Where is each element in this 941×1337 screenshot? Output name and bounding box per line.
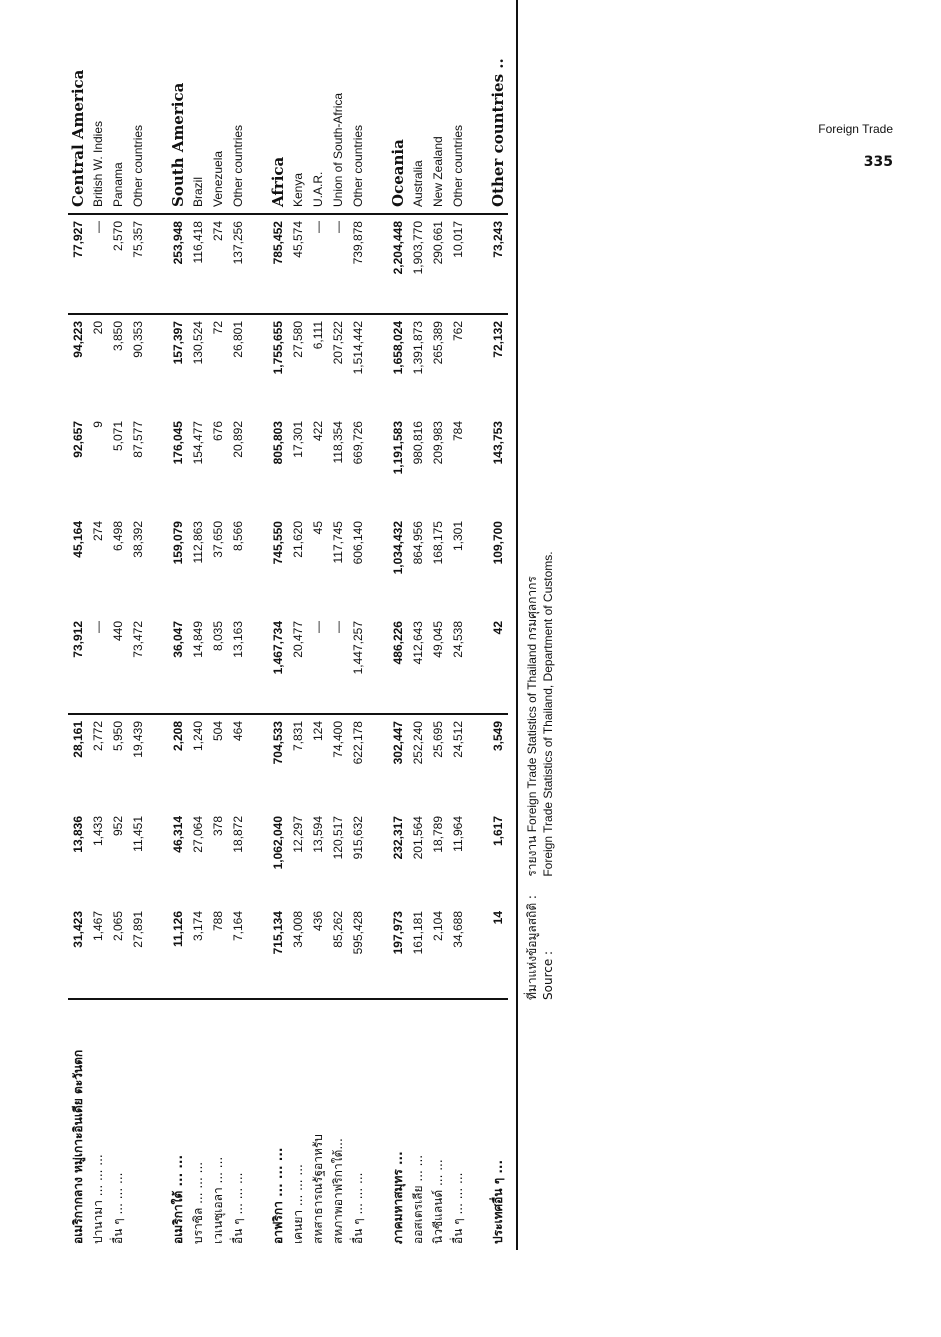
group-spacer	[248, 215, 268, 315]
value-cell: 72,132	[491, 321, 505, 358]
source-thai-text: รายงาน Foreign Trade Statistics of Thailand กรมศุลกากร	[525, 576, 539, 877]
value-cell: 36,047	[168, 615, 188, 715]
country-name-english: Other countries	[228, 30, 248, 215]
value-cell: 109,700	[491, 521, 505, 565]
value-cell: 504	[211, 721, 225, 742]
value-cell: 1,617	[491, 816, 505, 847]
region-name-thai: ประเทศอื่น ๆ ...	[491, 1159, 505, 1244]
value-cell: 6,111	[311, 321, 325, 350]
value-cell: 20,477	[288, 615, 308, 715]
value-cell: 676	[211, 421, 225, 442]
country-name-english: New Zealand	[428, 30, 448, 215]
group-spacer	[248, 315, 268, 415]
value-cell: 27,580	[291, 321, 305, 358]
group-spacer	[368, 715, 388, 810]
value-cell: 45,164	[71, 521, 85, 558]
country-name-thai: เคนยา ... ... ...	[291, 1164, 305, 1244]
country-name-thai: ปานามา ... ... ...	[91, 1154, 105, 1244]
value-cell: 73,472	[128, 615, 148, 715]
value-cell: 1,467	[88, 905, 108, 1000]
group-spacer	[368, 515, 388, 615]
group-spacer	[148, 715, 168, 810]
value-cell: 1,467,734	[268, 615, 288, 715]
value-cell: 11,451	[131, 816, 145, 852]
value-cell: 606,140	[351, 521, 365, 565]
value-cell: 7,164	[228, 905, 248, 1000]
group-spacer	[248, 715, 268, 810]
country-name-thai: นิวซีแลนด์ ... ...	[431, 1159, 445, 1244]
source-note	[524, 0, 556, 1000]
value-cell: 785,452	[268, 215, 288, 315]
value-cell: 2,570	[108, 215, 128, 315]
source-thai-label: ที่มาแห่งข้อมูลสถิติ :	[525, 895, 539, 1000]
value-cell: 118,354	[331, 421, 345, 464]
region-name-thai: อาฟริกา ... ... ...	[271, 1147, 285, 1244]
value-cell: —	[308, 215, 328, 315]
value-cell: —	[328, 615, 348, 715]
value-cell: 13,836	[71, 816, 85, 853]
value-cell: 762	[451, 321, 465, 342]
country-name-thai: บราซิล ... ... ...	[191, 1161, 205, 1244]
group-spacer	[248, 30, 268, 215]
group-spacer	[148, 1000, 168, 1250]
value-cell: 34,008	[288, 905, 308, 1000]
country-name-thai: อื่น ๆ ... ... ...	[351, 1172, 365, 1244]
value-cell: 137,256	[228, 215, 248, 315]
region-name-thai: อเมริกาใต้ ... ...	[171, 1154, 185, 1244]
value-cell: 1,903,770	[408, 215, 428, 315]
source-english	[540, 0, 556, 1000]
group-spacer	[368, 1000, 388, 1250]
value-cell: 90,353	[131, 321, 145, 358]
value-cell: 24,512	[451, 721, 465, 758]
value-cell: 3,850	[111, 321, 125, 352]
country-name-thai: เวเนซุเอลา ... ...	[211, 1156, 225, 1244]
region-name-thai: ภาคมหาสมุทร ...	[391, 1151, 405, 1244]
value-cell: 274	[208, 215, 228, 315]
group-spacer	[468, 515, 488, 615]
group-spacer	[368, 30, 388, 215]
group-spacer	[368, 315, 388, 415]
group-spacer	[468, 215, 488, 315]
value-cell: 120,517	[331, 816, 345, 860]
region-name-english: South America	[168, 30, 188, 215]
group-spacer	[368, 905, 388, 1000]
group-spacer	[248, 1000, 268, 1250]
value-cell: 290,661	[428, 215, 448, 315]
value-cell: 73,243	[488, 215, 508, 315]
value-cell: 24,538	[448, 615, 468, 715]
value-cell: 17,301	[291, 421, 305, 458]
region-name-english: Other countries ..	[488, 30, 508, 215]
value-cell: 37,650	[211, 521, 225, 558]
value-cell: 3,174	[188, 905, 208, 1000]
group-spacer	[468, 615, 488, 715]
value-cell: 5,071	[111, 421, 125, 452]
value-cell: 28,161	[71, 721, 85, 758]
group-spacer	[468, 810, 488, 905]
region-name-thai: อเมริกากลาง หมู่เกาะอินเดีย ตะวันตก	[71, 1049, 85, 1244]
value-cell: 85,262	[328, 905, 348, 1000]
group-spacer	[248, 515, 268, 615]
value-cell: 38,392	[131, 521, 145, 558]
country-name-thai: สหภาพอาฟริกาใต้...	[331, 1138, 345, 1244]
country-name-english: Australia	[408, 30, 428, 215]
value-cell: 2,772	[91, 721, 105, 752]
value-cell: 143,753	[491, 421, 505, 465]
country-name-english: Panama	[108, 30, 128, 215]
value-cell: 8,035	[208, 615, 228, 715]
value-cell: 77,927	[68, 215, 88, 315]
value-cell: 27,891	[128, 905, 148, 1000]
group-spacer	[248, 415, 268, 515]
value-cell: 1,301	[451, 521, 465, 552]
value-cell: 27,064	[191, 816, 205, 853]
country-name-english: British W. Indies	[88, 30, 108, 215]
value-cell: 26,801	[231, 321, 245, 358]
value-cell: 440	[108, 615, 128, 715]
value-cell: 788	[208, 905, 228, 1000]
value-cell: 739,878	[348, 215, 368, 315]
value-cell: 10,017	[448, 215, 468, 315]
value-cell: 74,400	[331, 721, 345, 758]
value-cell: 94,223	[71, 321, 85, 358]
value-cell: 6,498	[111, 521, 125, 552]
value-cell: 154,477	[191, 421, 205, 465]
value-cell: 207,522	[331, 321, 345, 365]
group-spacer	[368, 415, 388, 515]
value-cell: 12,297	[291, 816, 305, 853]
region-name-english: Oceania	[388, 30, 408, 215]
group-spacer	[148, 315, 168, 415]
value-cell: 3,549	[491, 721, 505, 752]
group-spacer	[248, 615, 268, 715]
value-cell: 21,620	[291, 521, 305, 558]
value-cell: 622,178	[351, 721, 365, 765]
group-spacer	[368, 615, 388, 715]
value-cell: —	[308, 615, 328, 715]
group-spacer	[148, 30, 168, 215]
value-cell: 14,849	[188, 615, 208, 715]
source-english-label: Source :	[541, 950, 555, 1000]
value-cell: 1,240	[191, 721, 205, 752]
value-cell: 9	[91, 421, 105, 428]
value-cell: —	[88, 615, 108, 715]
value-cell: 1,658,024	[391, 321, 405, 375]
country-name-english: Brazil	[188, 30, 208, 215]
region-name-english: Africa	[268, 30, 288, 215]
group-spacer	[248, 905, 268, 1000]
value-cell: 1,447,257	[348, 615, 368, 715]
value-cell: 161,181	[408, 905, 428, 1000]
value-cell: 45	[311, 521, 325, 535]
value-cell: 49,045	[428, 615, 448, 715]
value-cell: 13,163	[228, 615, 248, 715]
value-cell: 253,948	[168, 215, 188, 315]
value-cell: 864,956	[411, 521, 425, 565]
value-cell: 157,397	[171, 321, 185, 365]
value-cell: 2,208	[171, 721, 185, 752]
value-cell: 92,657	[71, 421, 85, 458]
value-cell: 980,816	[411, 421, 425, 465]
country-name-english: U.A.R.	[308, 30, 328, 215]
value-cell: 8,566	[231, 521, 245, 552]
value-cell: 124	[311, 721, 325, 742]
value-cell: 1,391,873	[411, 321, 425, 375]
value-cell: 1,034,432	[391, 521, 405, 575]
value-cell: 232,317	[391, 816, 405, 860]
value-cell: 11,126	[168, 905, 188, 1000]
value-cell: 197,973	[388, 905, 408, 1000]
value-cell: 18,789	[431, 816, 445, 853]
value-cell: 87,577	[131, 421, 145, 458]
value-cell: 20	[91, 321, 105, 335]
value-cell: 130,524	[191, 321, 205, 365]
group-spacer	[468, 1000, 488, 1250]
country-name-thai: ออสเตรเลีย ... ...	[411, 1154, 425, 1244]
value-cell: —	[88, 215, 108, 315]
group-spacer	[368, 810, 388, 905]
value-cell: 2,104	[428, 905, 448, 1000]
value-cell: 176,045	[171, 421, 185, 465]
value-cell: 715,134	[268, 905, 288, 1000]
value-cell: 201,564	[411, 816, 425, 860]
country-name-thai: อื่น ๆ ... ... ...	[111, 1172, 125, 1244]
value-cell: 31,423	[68, 905, 88, 1000]
trade-table	[68, 0, 508, 1250]
value-cell: 805,803	[271, 421, 285, 465]
value-cell: 2,065	[108, 905, 128, 1000]
value-cell: 168,175	[431, 521, 445, 565]
country-name-thai: อื่น ๆ ... ... ...	[451, 1172, 465, 1244]
country-name-english: Kenya	[288, 30, 308, 215]
page-header	[818, 122, 893, 170]
value-cell: 436	[308, 905, 328, 1000]
country-name-english: Venezuela	[208, 30, 228, 215]
value-cell: 19,439	[131, 721, 145, 758]
value-cell: 704,533	[271, 721, 285, 765]
value-cell: 11,964	[451, 816, 465, 852]
value-cell: 274	[91, 521, 105, 542]
group-spacer	[468, 905, 488, 1000]
value-cell: 20,892	[231, 421, 245, 458]
group-spacer	[468, 715, 488, 810]
value-cell: 112,863	[191, 521, 205, 564]
value-cell: 784	[451, 421, 465, 442]
value-cell: 378	[211, 816, 225, 837]
value-cell: 75,357	[128, 215, 148, 315]
group-spacer	[368, 215, 388, 315]
value-cell: 116,418	[188, 215, 208, 315]
group-spacer	[148, 415, 168, 515]
group-spacer	[148, 515, 168, 615]
value-cell: 265,389	[431, 321, 445, 365]
country-name-english: Other countries	[348, 30, 368, 215]
group-spacer	[468, 415, 488, 515]
group-spacer	[148, 905, 168, 1000]
rotated-table-page	[68, 0, 608, 1250]
value-cell: 72	[211, 321, 225, 335]
value-cell: 595,428	[348, 905, 368, 1000]
country-name-thai: อื่น ๆ ... ... ...	[231, 1172, 245, 1244]
value-cell: 1,191,583	[391, 421, 405, 475]
value-cell: 42	[488, 615, 508, 715]
region-name-english: Central America	[68, 30, 88, 215]
source-thai	[524, 0, 540, 1000]
value-cell: 5,950	[111, 721, 125, 752]
value-cell: 45,574	[288, 215, 308, 315]
value-cell: 1,755,655	[271, 321, 285, 375]
value-cell: 159,079	[171, 521, 185, 565]
value-cell: 302,447	[391, 721, 405, 765]
value-cell: 669,726	[351, 421, 365, 465]
value-cell: 1,433	[91, 816, 105, 847]
group-spacer	[148, 615, 168, 715]
value-cell: 422	[311, 421, 325, 442]
group-spacer	[248, 810, 268, 905]
section-label: Foreign Trade	[818, 122, 893, 136]
value-cell: 46,314	[171, 816, 185, 853]
value-cell: 73,912	[68, 615, 88, 715]
value-cell: 117,745	[331, 521, 345, 564]
country-name-english: Other countries	[448, 30, 468, 215]
value-cell: 7,831	[291, 721, 305, 752]
value-cell: —	[328, 215, 348, 315]
value-cell: 952	[111, 816, 125, 837]
page-number: 335	[863, 154, 893, 170]
value-cell: 2,204,448	[388, 215, 408, 315]
value-cell: 18,872	[231, 816, 245, 853]
trade-table-wrapper	[68, 0, 518, 1250]
value-cell: 464	[231, 721, 245, 742]
value-cell: 13,594	[311, 816, 325, 853]
country-name-english: Union of South-Africa	[328, 30, 348, 215]
source-english-text: Foreign Trade Statistics of Thailand, Department of Customs.	[541, 551, 555, 877]
value-cell: 745,550	[271, 521, 285, 565]
value-cell: 25,695	[431, 721, 445, 758]
group-spacer	[148, 810, 168, 905]
group-spacer	[468, 315, 488, 415]
value-cell: 915,632	[351, 816, 365, 860]
country-name-thai: สหสาธารณรัฐอาหรับ	[311, 1134, 325, 1244]
value-cell: 14	[488, 905, 508, 1000]
value-cell: 34,688	[448, 905, 468, 1000]
group-spacer	[148, 215, 168, 315]
value-cell: 252,240	[411, 721, 425, 765]
group-spacer	[468, 30, 488, 215]
value-cell: 1,062,040	[271, 816, 285, 870]
country-name-thai	[128, 1000, 148, 1250]
value-cell: 209,983	[431, 421, 445, 465]
country-name-english: Other countries	[128, 30, 148, 215]
value-cell: 1,514,442	[351, 321, 365, 375]
value-cell: 486,226	[388, 615, 408, 715]
value-cell: 412,643	[408, 615, 428, 715]
